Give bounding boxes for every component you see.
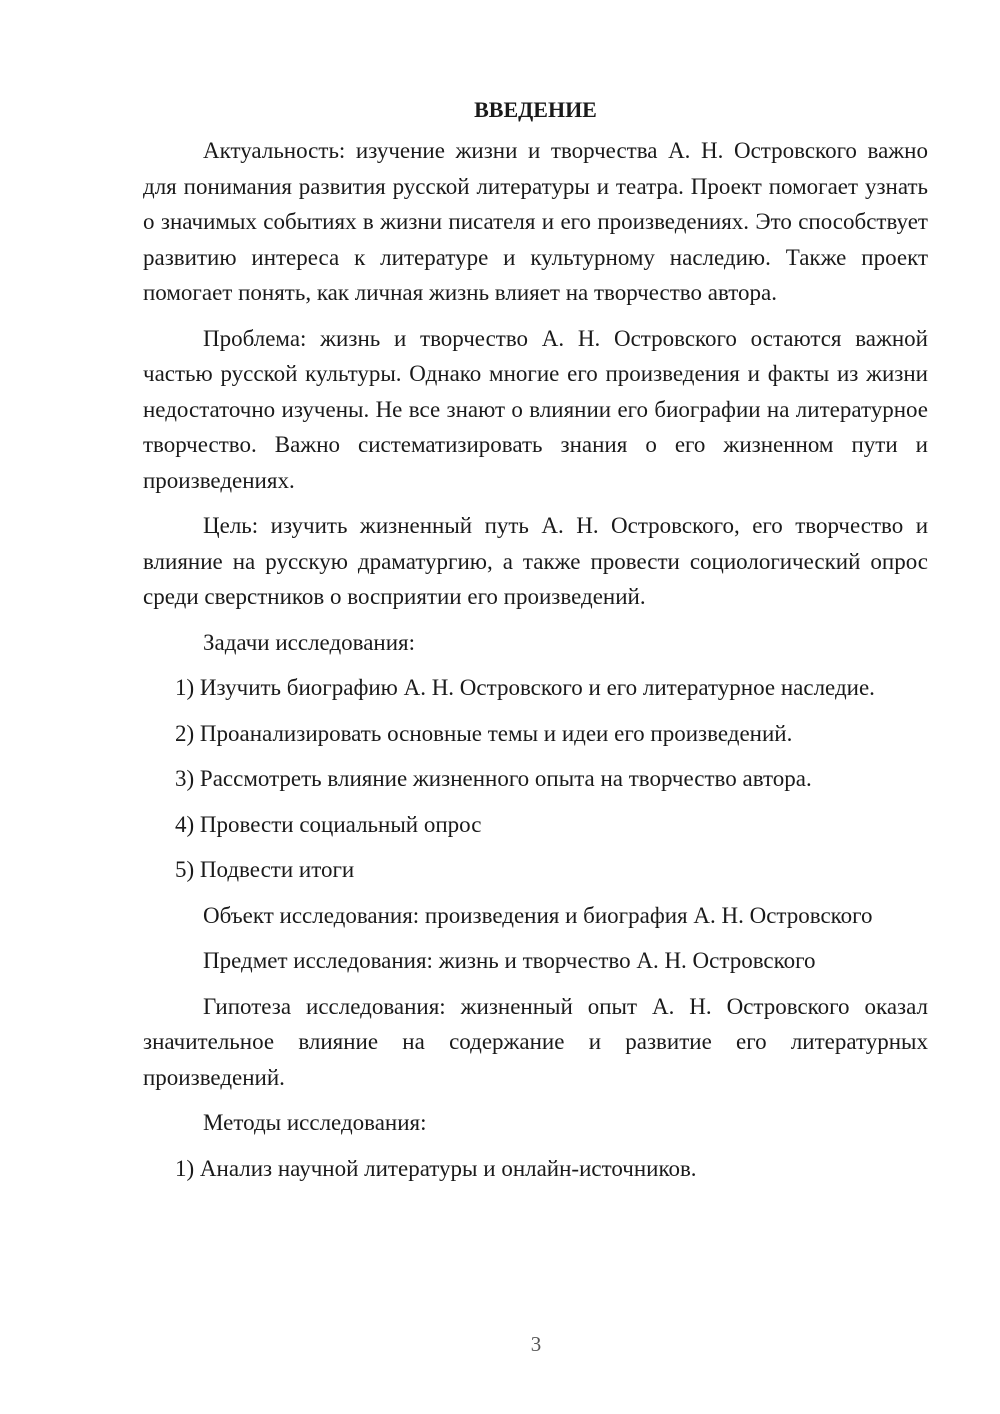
task-item-1: 1) Изучить биографию А. Н. Островского и его литературное наследие. [175,675,875,700]
task-item-3: 3) Рассмотреть влияние жизненного опыта на творчество автора. [175,766,812,791]
section-title: ВВЕДЕНИЕ [474,97,597,122]
goal-paragraph: Цель: изучить жизненный путь А. Н. Островского, его творчество и влияние на русскую драматургию, а также провести социологический опрос среди сверстников о восприятии его произведений. [143,513,928,609]
tasks-heading: Задачи исследования: [203,629,416,655]
relevance-paragraph: Актуальность: изучение жизни и творчества А. Н. Островского важно для понимания развития русской литературы и театра. Проект помогает узнать о значимых событиях в жизни писателя и его произведениях. Это способствует развитию интереса к литературе и культурному наследию. Также проект помогает понять, как личная жизнь влияет на творчество автора. [143,138,928,305]
object-paragraph: Объект исследования: произведения и биография А. Н. Островского [203,902,873,928]
task-item-2: 2) Проанализировать основные темы и идеи его произведений. [175,720,793,746]
method-item-1: 1) Анализ научной литературы и онлайн-источников. [175,1155,697,1181]
subject-paragraph: Предмет исследования: жизнь и творчество А. Н. Островского [203,948,816,973]
hypothesis-paragraph: Гипотеза исследования: жизненный опыт А. Н. Островского оказал значительное влияние на содержание и развитие его литературных произведений. [143,993,928,1090]
problem-paragraph: Проблема: жизнь и творчество А. Н. Островского остаются важной частью русской культуры. Однако многие его произведения и факты из жизни недостаточно изучены. Не все знают о влиянии его биографии на литературное творчество. Важно систематизировать знания о его жизненном пути и произведениях. [143,325,928,493]
methods-heading: Методы исследования: [203,1110,427,1135]
task-item-5: 5) Подвести итоги [175,857,355,882]
task-item-4: 4) Провести социальный опрос [175,811,482,837]
page-number: 3 [530,1332,542,1356]
document-page [143,92,928,1196]
